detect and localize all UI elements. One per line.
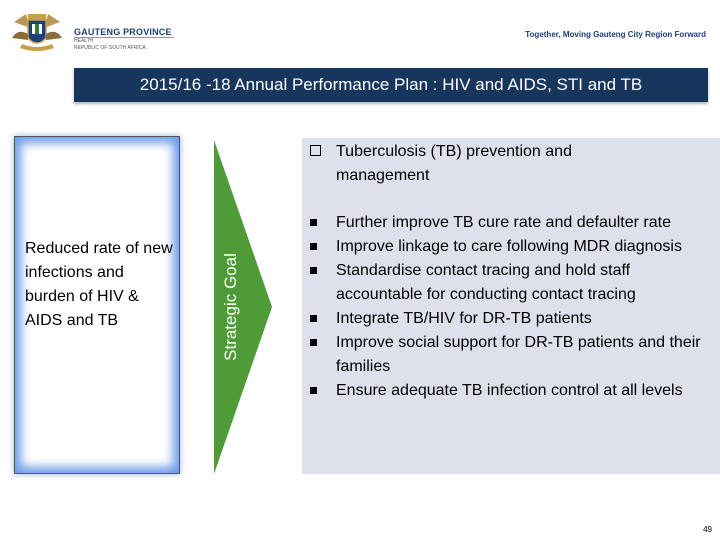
square-bullet-icon (310, 339, 317, 346)
tagline: Together, Moving Gauteng City Region Forward (525, 30, 706, 39)
list-item (310, 307, 714, 331)
list-item-text: Improve linkage to care following MDR diagnosis (336, 238, 682, 255)
square-bullet-icon (310, 219, 317, 226)
content-panel (302, 138, 720, 474)
square-bullet-icon (310, 387, 317, 394)
logo-country: REPUBLIC OF SOUTH AFRICA (74, 45, 146, 51)
logo-name: GAUTENG PROVINCE (74, 27, 172, 37)
list-item-text: Ensure adequate TB infection control at all levels (336, 382, 683, 399)
list-item-text: Further improve TB cure rate and defaulter rate (336, 214, 671, 231)
list-item (310, 379, 714, 403)
header (0, 0, 720, 62)
strategic-goal-label: Strategic Goal (221, 253, 240, 361)
bullet-list (310, 211, 714, 403)
square-bullet-icon (310, 267, 317, 274)
square-bullet-icon (310, 243, 317, 250)
list-item (310, 211, 714, 235)
checkbox-bullet-icon (310, 145, 321, 156)
panel-heading: Tuberculosis (TB) prevention and management (336, 143, 572, 184)
logo-department: HEALTH (74, 38, 94, 44)
coat-of-arms-icon (8, 8, 66, 54)
list-item (310, 235, 714, 259)
slide-title: 2015/16 -18 Annual Performance Plan : HIV and AIDS, STI and TB (74, 68, 708, 102)
page-number: 49 (703, 525, 712, 534)
list-item-text: Improve social support for DR-TB patients and their families (336, 334, 701, 375)
list-item-text: Standardise contact tracing and hold staff accountable for conducting contact tracing (336, 262, 636, 303)
list-item (310, 259, 714, 307)
square-bullet-icon (310, 315, 317, 322)
goal-box (14, 136, 180, 474)
goal-text: Reduced rate of new infections and burden of HIV & AIDS and TB (25, 240, 173, 329)
list-item-text: Integrate TB/HIV for DR-TB patients (336, 310, 592, 327)
list-item (310, 331, 714, 379)
